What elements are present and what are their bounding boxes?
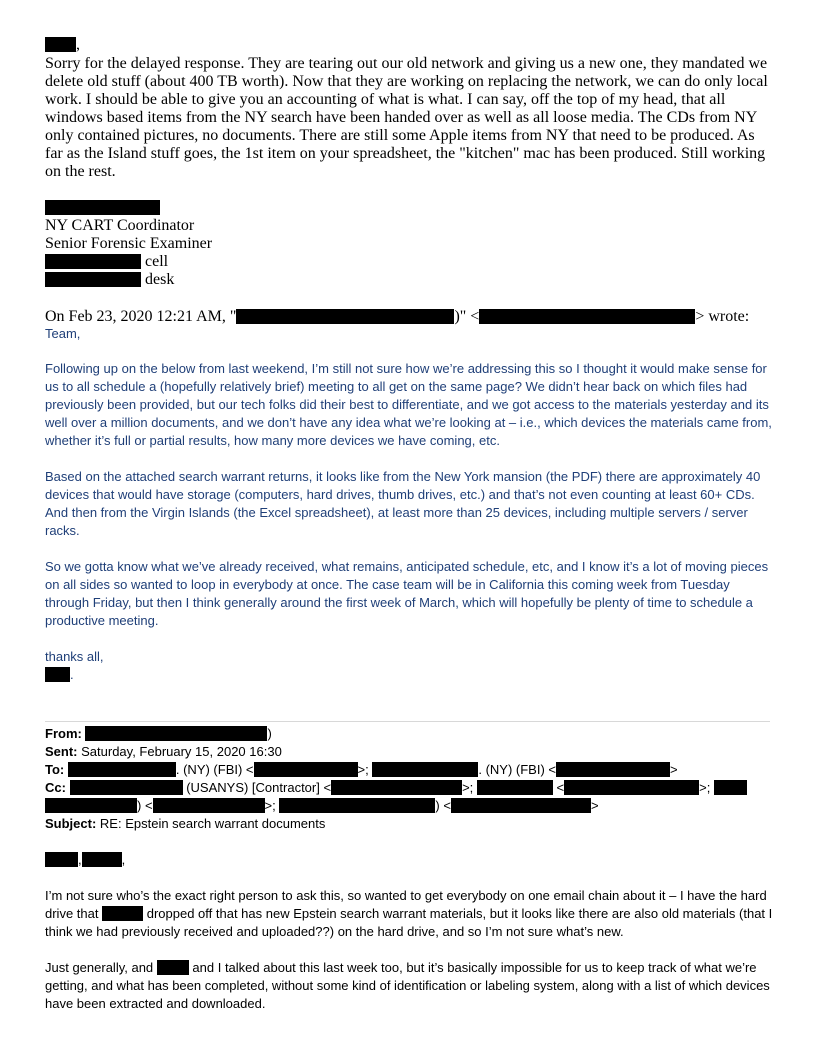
redaction-block — [70, 780, 183, 795]
redaction-block — [82, 852, 122, 867]
redaction-block — [45, 272, 141, 287]
redaction-block — [45, 254, 141, 269]
header-divider — [45, 721, 770, 722]
quoted-para1: Following up on the below from last weekend, I’m still not sure how we’re addressing this so I thought it would make sense for us to all schedule a (hopefully relatively brief) meeting to all get on the same page? We didn’t hear back on which files had previously been provided, but our tech folks did their best to differentiate, and we got access to the materials yesterday and its well over a million documents, and we don’t have any idea what we’re looking at – i.e., which devices the materials came from, whether it’s full or partial results, how many more devices we have coming, etc. — [45, 361, 772, 448]
redaction-block — [45, 798, 137, 813]
signature-desk: desk — [145, 271, 175, 288]
redaction-block — [372, 762, 478, 777]
redaction-block — [331, 780, 462, 795]
forwarded-greeting: , , — [45, 851, 775, 869]
forwarded-para2: Just generally, and and I talked about this last week too, but it’s basically impossible for us to keep track of what we’re getting, and what has been completed, without some kind of identification or labeling system, along with a list of which devices have been extracted and downloaded. — [45, 960, 770, 1011]
from-line: From: ) — [45, 726, 272, 741]
redaction-block — [68, 762, 176, 777]
cc-line-2: ) < >; ) < > — [45, 797, 775, 815]
signature-title1: NY CART Coordinator — [45, 217, 195, 234]
quote-header: On Feb 23, 2020 12:21 AM, " )" < > wrote: — [45, 308, 750, 325]
forwarded-header — [45, 725, 775, 833]
subject-line: Subject: RE: Epstein search warrant documents — [45, 816, 326, 831]
redaction-block — [254, 762, 358, 777]
redaction-block — [45, 200, 160, 215]
signature-title2: Senior Forensic Examiner — [45, 235, 213, 252]
quoted-closing: thanks all, — [45, 649, 104, 664]
redaction-block — [102, 906, 143, 921]
redaction-block — [556, 762, 670, 777]
quoted-para3: So we gotta know what we’ve already received, what remains, anticipated schedule, etc, and I know it’s a lot of moving pieces on all sides so wanted to loop in everybody at once. The case team will be in California this coming week from Tuesday through Friday, but then I think generally around the first week of March, which will hopefully be plenty of time to schedule a productive meeting. — [45, 559, 769, 628]
redaction-block — [45, 37, 76, 52]
to-line: To: . (NY) (FBI) < >; . (NY) (FBI) < > — [45, 762, 678, 777]
quoted-signature: . — [45, 666, 775, 684]
redaction-block — [153, 798, 265, 813]
sent-line: Sent: Saturday, February 15, 2020 16:30 — [45, 744, 282, 759]
redaction-block — [85, 726, 267, 741]
redaction-block — [157, 960, 189, 975]
redaction-block — [564, 780, 699, 795]
redaction-block — [479, 309, 695, 324]
redaction-block — [714, 780, 747, 795]
redaction-block — [45, 667, 70, 682]
reply-body: Sorry for the delayed response. They are tearing out our old network and giving us a new one, they mandated we delete old stuff (about 400 TB worth). Now that they are working on replacing the network, we can do only local work. I should be able to give you an accounting of what is what. I can say, off the top of my head, that all windows based items from the NY search have been handed over as well as all loose media. The CDs from NY only contained pictures, no documents. There are still some Apple items from NY that need to be produced. As far as the Island stuff goes, the 1st item on your spreadsheet, the "kitchen" mac has been produced. Still working on the rest. — [45, 55, 768, 180]
redaction-block — [236, 309, 454, 324]
redaction-block — [477, 780, 553, 795]
quoted-para2: Based on the attached search warrant returns, it looks like from the New York mansion (the PDF) there are approximately 40 devices that would have storage (computers, hard drives, thumb drives, etc.) and that’s not even counting at least 60+ CDs. And then from the Virgin Islands (the Excel spreadsheet), at least more than 25 devices, including multiple servers / server racks. — [45, 469, 761, 538]
redaction-block — [45, 852, 78, 867]
forwarded-para1: I’m not sure who’s the exact right person to ask this, so wanted to get everybody on one email chain about it – I have the hard drive that dropped off that has new Epstein search warrant materials, but it looks like there are also old materials (that I think we had previously received and uploaded??) on the hard drive, and so I’m not sure what’s new. — [45, 888, 773, 939]
redaction-block — [279, 798, 435, 813]
quoted-salutation: Team, — [45, 326, 81, 341]
cc-line: Cc: (USANYS) [Contractor] < >; < >; — [45, 779, 775, 797]
reply-greeting: , — [45, 36, 775, 54]
signature — [45, 199, 775, 289]
signature-cell: cell — [145, 253, 169, 270]
redaction-block — [451, 798, 591, 813]
